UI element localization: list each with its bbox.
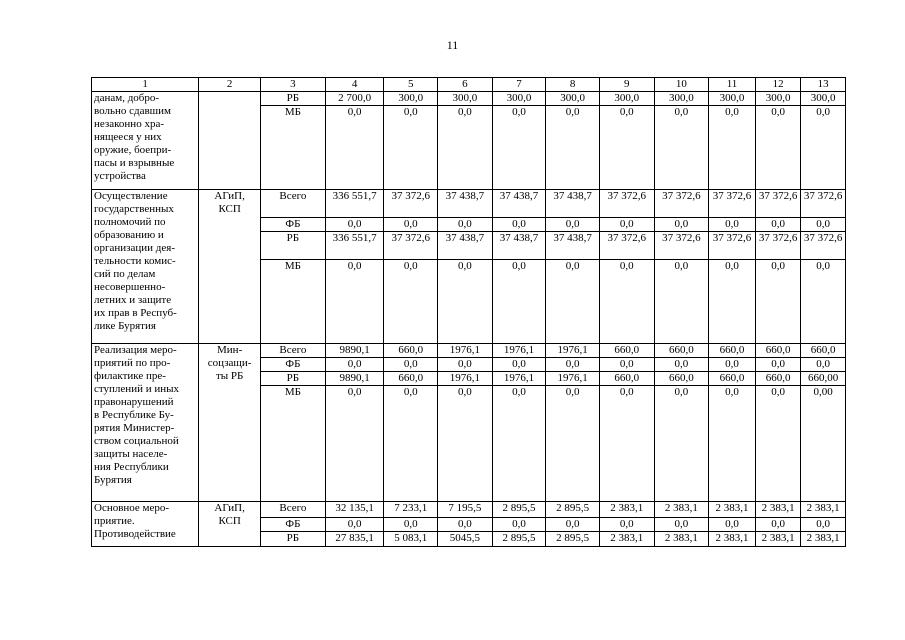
program-name-line: Основное меро- (94, 502, 170, 514)
value-cell: 0,0 (599, 386, 654, 502)
value-cell: 0,0 (325, 518, 384, 532)
value-cell: 0,0 (325, 386, 384, 502)
value-cell: 0,0 (801, 358, 846, 372)
value-cell: 300,0 (384, 92, 438, 106)
value-cell: 1976,1 (546, 372, 600, 386)
program-name-line: образованию и (94, 229, 164, 241)
value-cell: 0,0 (755, 218, 801, 232)
value-cell: 32 135,1 (325, 502, 384, 518)
column-header: 1 (92, 78, 199, 92)
value-cell: 37 372,6 (801, 232, 846, 260)
executor-line: АГиП, (214, 190, 245, 202)
column-header: 11 (709, 78, 756, 92)
value-cell: 37 438,7 (438, 190, 493, 218)
program-name-line: приятий по про- (94, 357, 171, 369)
value-cell: 0,0 (492, 358, 546, 372)
value-cell: 660,0 (755, 372, 801, 386)
funding-source-cell: МБ (261, 386, 326, 502)
value-cell: 300,0 (546, 92, 600, 106)
value-cell: 0,0 (599, 358, 654, 372)
column-header: 2 (199, 78, 261, 92)
value-cell: 0,0 (755, 518, 801, 532)
program-name-line: ния Республики (94, 461, 169, 473)
value-cell: 0,0 (384, 218, 438, 232)
value-cell: 0,0 (709, 386, 756, 502)
executor-line: АГиП, (214, 502, 245, 514)
value-cell: 0,0 (599, 106, 654, 190)
funding-source-cell: РБ (261, 92, 326, 106)
program-name-line: Бурятия (94, 474, 132, 486)
value-cell: 0,0 (438, 260, 493, 344)
value-cell: 0,0 (546, 386, 600, 502)
value-cell: 2 895,5 (546, 502, 600, 518)
value-cell: 9890,1 (325, 344, 384, 358)
value-cell: 0,0 (654, 106, 709, 190)
budget-table (91, 77, 846, 547)
value-cell: 37 438,7 (492, 190, 546, 218)
value-cell: 660,0 (654, 344, 709, 358)
value-cell: 0,0 (384, 386, 438, 502)
value-cell: 37 372,6 (599, 232, 654, 260)
funding-source-cell: ФБ (261, 358, 326, 372)
value-cell: 0,0 (325, 106, 384, 190)
funding-source-cell: ФБ (261, 218, 326, 232)
value-cell: 5 083,1 (384, 532, 438, 547)
value-cell: 660,0 (801, 344, 846, 358)
funding-source-cell: Всего (261, 190, 326, 218)
value-cell: 27 835,1 (325, 532, 384, 547)
value-cell: 37 372,6 (384, 190, 438, 218)
value-cell: 1976,1 (546, 344, 600, 358)
value-cell: 37 372,6 (709, 190, 756, 218)
value-cell: 2 895,5 (492, 532, 546, 547)
value-cell: 0,0 (801, 218, 846, 232)
value-cell: 1976,1 (438, 372, 493, 386)
executor-line: КСП (218, 203, 241, 215)
value-cell: 9890,1 (325, 372, 384, 386)
value-cell: 0,0 (438, 518, 493, 532)
value-cell: 300,0 (654, 92, 709, 106)
executor-cell (199, 344, 261, 502)
value-cell: 0,0 (654, 358, 709, 372)
value-cell: 0,0 (755, 106, 801, 190)
value-cell: 2 383,1 (801, 502, 846, 518)
column-header: 13 (801, 78, 846, 92)
value-cell: 5045,5 (438, 532, 493, 547)
value-cell: 300,0 (438, 92, 493, 106)
value-cell: 2 383,1 (755, 502, 801, 518)
value-cell: 0,00 (801, 386, 846, 502)
value-cell: 0,0 (546, 218, 600, 232)
program-name-cell (92, 190, 199, 344)
value-cell: 300,0 (709, 92, 756, 106)
value-cell: 0,0 (492, 260, 546, 344)
value-cell: 0,0 (492, 218, 546, 232)
program-name-line: оружие, боепри- (94, 144, 172, 156)
program-name-line: Противодействие (94, 528, 176, 540)
program-name-line: незаконно хра- (94, 118, 164, 130)
value-cell: 336 551,7 (325, 190, 384, 218)
value-cell: 2 383,1 (709, 532, 756, 547)
program-name-line: рятия Министер- (94, 422, 175, 434)
value-cell: 0,0 (709, 358, 756, 372)
value-cell: 37 372,6 (801, 190, 846, 218)
program-name-line: ступлений и иных (94, 383, 180, 395)
value-cell: 0,0 (801, 106, 846, 190)
value-cell: 0,0 (801, 518, 846, 532)
column-header: 6 (438, 78, 493, 92)
value-cell: 2 383,1 (654, 532, 709, 547)
funding-source-cell: Всего (261, 502, 326, 518)
column-header: 5 (384, 78, 438, 92)
table-row (92, 502, 846, 518)
value-cell: 0,0 (755, 358, 801, 372)
value-cell: 300,0 (492, 92, 546, 106)
program-name-line: правонарушений (94, 396, 174, 408)
value-cell: 2 383,1 (599, 532, 654, 547)
column-header: 10 (654, 78, 709, 92)
program-name-line: полномочий по (94, 216, 166, 228)
value-cell: 0,0 (801, 260, 846, 344)
value-cell: 37 438,7 (546, 232, 600, 260)
program-name-line: летних и защите (94, 294, 172, 306)
funding-source-cell: МБ (261, 106, 326, 190)
funding-source-cell: РБ (261, 232, 326, 260)
value-cell: 0,0 (546, 106, 600, 190)
program-name-line: Реализация меро- (94, 344, 177, 356)
executor-cell (199, 190, 261, 344)
value-cell: 0,0 (654, 260, 709, 344)
value-cell: 0,0 (654, 218, 709, 232)
column-header: 4 (325, 78, 384, 92)
program-name-cell (92, 344, 199, 502)
value-cell: 0,0 (709, 106, 756, 190)
value-cell: 336 551,7 (325, 232, 384, 260)
value-cell: 660,0 (384, 344, 438, 358)
value-cell: 2 895,5 (492, 502, 546, 518)
executor-line: соцзащи- (207, 357, 252, 369)
value-cell: 0,0 (755, 260, 801, 344)
funding-source-cell: МБ (261, 260, 326, 344)
program-name-line: сий по делам (94, 268, 156, 280)
executor-line: Мин- (217, 344, 243, 356)
table-row (92, 344, 846, 358)
value-cell: 0,0 (384, 260, 438, 344)
value-cell: 37 372,6 (755, 232, 801, 260)
program-name-line: защиты населе- (94, 448, 168, 460)
value-cell: 37 372,6 (384, 232, 438, 260)
program-name-line: пасы и взрывные (94, 157, 175, 169)
table-row (92, 190, 846, 218)
header-row (92, 78, 846, 92)
value-cell: 37 438,7 (438, 232, 493, 260)
page-number: 11 (446, 38, 459, 52)
value-cell: 7 233,1 (384, 502, 438, 518)
column-header: 7 (492, 78, 546, 92)
value-cell: 300,0 (801, 92, 846, 106)
value-cell: 0,0 (654, 518, 709, 532)
value-cell: 0,0 (492, 386, 546, 502)
value-cell: 0,0 (384, 106, 438, 190)
value-cell: 2 383,1 (654, 502, 709, 518)
column-header: 3 (261, 78, 326, 92)
value-cell: 0,0 (709, 218, 756, 232)
value-cell: 37 438,7 (546, 190, 600, 218)
value-cell: 0,0 (438, 386, 493, 502)
value-cell: 2 383,1 (709, 502, 756, 518)
value-cell: 37 372,6 (709, 232, 756, 260)
program-name-line: нящееся у них (94, 131, 162, 143)
value-cell: 0,0 (546, 518, 600, 532)
value-cell: 2 895,5 (546, 532, 600, 547)
value-cell: 1976,1 (492, 372, 546, 386)
value-cell: 300,0 (755, 92, 801, 106)
executor-cell (199, 92, 261, 190)
value-cell: 0,0 (492, 106, 546, 190)
value-cell: 0,0 (755, 386, 801, 502)
program-name-line: ством социальной (94, 435, 179, 447)
program-name-line: несовершенно- (94, 281, 166, 293)
value-cell: 37 372,6 (599, 190, 654, 218)
value-cell: 0,0 (546, 358, 600, 372)
program-name-line: тельности комис- (94, 255, 176, 267)
value-cell: 0,0 (546, 260, 600, 344)
program-name-line: приятие. (94, 515, 135, 527)
value-cell: 0,0 (384, 518, 438, 532)
value-cell: 2 383,1 (755, 532, 801, 547)
executor-line: ты РБ (215, 370, 244, 382)
value-cell: 660,0 (709, 344, 756, 358)
program-name-cell (92, 502, 199, 547)
value-cell: 0,0 (325, 218, 384, 232)
value-cell: 660,0 (384, 372, 438, 386)
value-cell: 0,0 (438, 358, 493, 372)
program-name-line: в Республике Бу- (94, 409, 174, 421)
funding-source-cell: Всего (261, 344, 326, 358)
program-name-line: данам, добро- (94, 92, 160, 104)
program-name-line: устройства (94, 170, 146, 182)
executor-line: КСП (218, 515, 241, 527)
funding-source-cell: ФБ (261, 518, 326, 532)
column-header: 12 (755, 78, 801, 92)
value-cell: 0,0 (325, 358, 384, 372)
executor-cell (199, 502, 261, 547)
value-cell: 300,0 (599, 92, 654, 106)
program-name-line: лике Бурятия (94, 320, 156, 332)
program-name-line: филактике пре- (94, 370, 166, 382)
program-name-cell (92, 92, 199, 190)
program-name-line: их прав в Респуб- (94, 307, 177, 319)
value-cell: 660,0 (755, 344, 801, 358)
program-name-line: государственных (94, 203, 174, 215)
value-cell: 0,0 (709, 518, 756, 532)
value-cell: 660,0 (599, 344, 654, 358)
column-header: 8 (546, 78, 600, 92)
program-name-line: Осуществление (94, 190, 168, 202)
value-cell: 0,0 (384, 358, 438, 372)
column-header: 9 (599, 78, 654, 92)
value-cell: 2 700,0 (325, 92, 384, 106)
value-cell: 0,0 (654, 386, 709, 502)
value-cell: 0,0 (599, 218, 654, 232)
value-cell: 0,0 (599, 518, 654, 532)
value-cell: 2 383,1 (599, 502, 654, 518)
value-cell: 37 372,6 (654, 232, 709, 260)
value-cell: 660,0 (654, 372, 709, 386)
value-cell: 7 195,5 (438, 502, 493, 518)
table-row (92, 92, 846, 106)
value-cell: 2 383,1 (801, 532, 846, 547)
value-cell: 660,0 (599, 372, 654, 386)
value-cell: 0,0 (492, 518, 546, 532)
value-cell: 0,0 (438, 106, 493, 190)
value-cell: 0,0 (709, 260, 756, 344)
value-cell: 660,0 (709, 372, 756, 386)
value-cell: 0,0 (325, 260, 384, 344)
funding-source-cell: РБ (261, 372, 326, 386)
value-cell: 37 372,6 (755, 190, 801, 218)
value-cell: 660,00 (801, 372, 846, 386)
program-name-line: вольно сдавшим (94, 105, 171, 117)
value-cell: 37 372,6 (654, 190, 709, 218)
value-cell: 1976,1 (492, 344, 546, 358)
program-name-line: организации дея- (94, 242, 176, 254)
value-cell: 1976,1 (438, 344, 493, 358)
value-cell: 0,0 (438, 218, 493, 232)
value-cell: 0,0 (599, 260, 654, 344)
value-cell: 37 438,7 (492, 232, 546, 260)
funding-source-cell: РБ (261, 532, 326, 547)
